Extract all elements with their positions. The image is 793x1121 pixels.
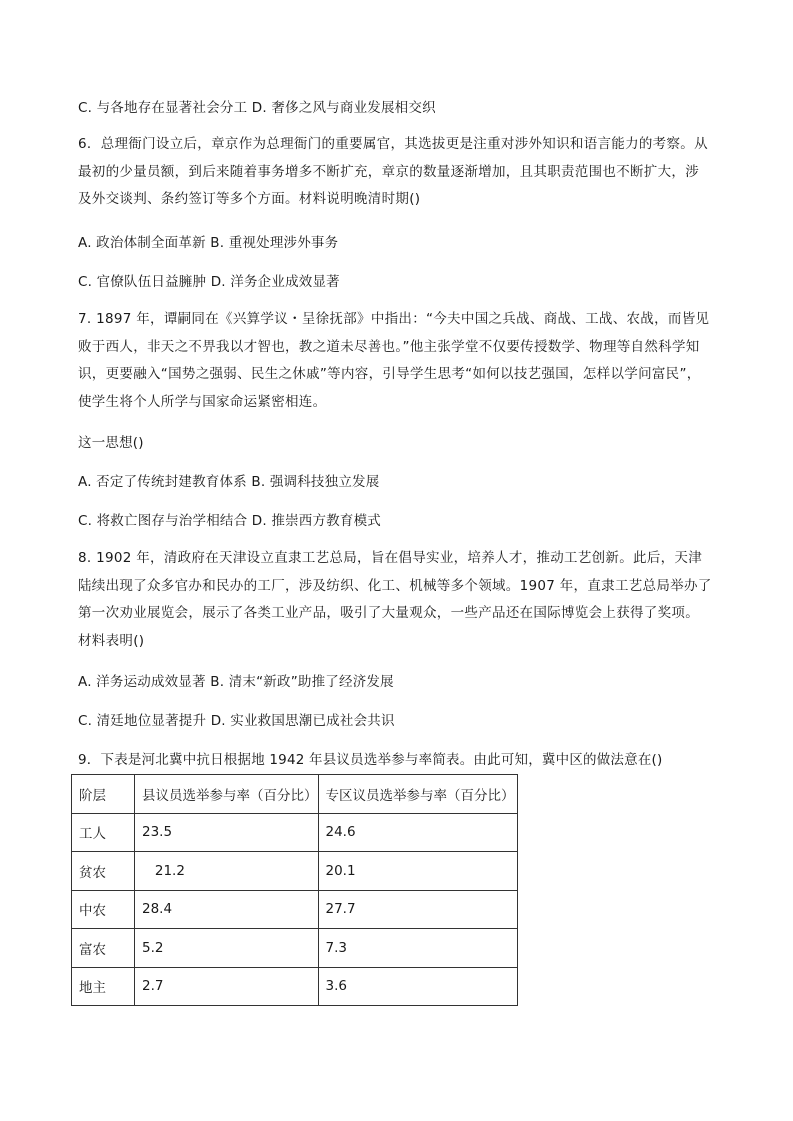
q8-option-ab: A. 洋务运动成效显著 B. 清末“新政”助推了经济发展: [78, 674, 394, 690]
table-cell: 地主: [72, 967, 135, 1006]
q8-stem: 8. 1902 年，清政府在天津设立直隶工艺总局，旨在倡导实业，培养人才，推动工艺创新。此后，天津陆续出现了众多官办和民办的工厂，涉及纺织、化工、机械等多个领域。1907 年，直隶工艺总局举办了第一次劝业展览会，展示了各类工业产品，吸引了大量观众，一些产品还在国际博览会上获得了奖项。材料表明(): [78, 550, 712, 649]
table-cell: 贫农: [72, 852, 135, 891]
table-cell: 7.3: [318, 929, 517, 968]
q5-option-cd: C. 与各地存在显著社会分工 D. 奢侈之风与商业发展相交织: [78, 100, 436, 116]
table-cell: 2.7: [135, 967, 319, 1006]
table-cell: 工人: [72, 813, 135, 852]
q6-option-ab: A. 政治体制全面革新 B. 重视处理涉外事务: [78, 235, 339, 251]
table-row: [72, 852, 518, 891]
q9-stem: 9．下表是河北冀中抗日根据地 1942 年县议员选举参与率简表。由此可知，冀中区的做法意在(): [78, 752, 663, 768]
table-header: 县议员选举参与率（百分比）: [135, 775, 319, 814]
table-cell: 24.6: [318, 813, 517, 852]
q7-option-ab: A. 否定了传统封建教育体系 B. 强调科技独立发展: [78, 474, 380, 490]
table-cell: 5.2: [135, 929, 319, 968]
q7-stem: 7. 1897 年，谭嗣同在《兴算学议・呈徐抚部》中指出：“今夫中国之兵战、商战、工战、农战，而皆见败于西人，非天之不畀我以才智也，教之道未尽善也。”他主张学堂不仅要传授数学、物理等自然科学知识，更要融入“国势之强弱、民生之休戚”等内容，引导学生思考“如何以技艺强国，怎样以学问富民”，使学生将个人所学与国家命运紧密相连。: [78, 311, 710, 410]
table-cell: 富农: [72, 929, 135, 968]
table-cell: 3.6: [318, 967, 517, 1006]
table-header: 阶层: [72, 775, 135, 814]
table-row: [72, 967, 518, 1006]
table-row: [72, 890, 518, 929]
table-cell: 20.1: [318, 852, 517, 891]
table-cell: 23.5: [135, 813, 319, 852]
table-row: [72, 813, 518, 852]
q6-option-cd: C. 官僚队伍日益臃肿 D. 洋务企业成效显著: [78, 274, 340, 290]
table-header-row: [72, 775, 518, 814]
table-cell: 27.7: [318, 890, 517, 929]
table-cell: 28.4: [135, 890, 319, 929]
q8-option-cd: C. 清廷地位显著提升 D. 实业救国思潮已成社会共识: [78, 713, 395, 729]
q7-stem-tail: 这一思想(): [78, 435, 144, 451]
participation-table: [71, 774, 518, 1006]
q6-stem: 6．总理衙门设立后，章京作为总理衙门的重要属官，其选拔更是注重对涉外知识和语言能力的考察。从最初的少量员额，到后来随着事务增多不断扩充，章京的数量逐渐增加，且其职责范围也不断扩大，涉及外交谈判、条约签订等多个方面。材料说明晚清时期(): [78, 136, 708, 208]
table-cell: 21.2: [135, 852, 319, 891]
table-row: [72, 929, 518, 968]
table-cell: 中农: [72, 890, 135, 929]
q7-option-cd: C. 将救亡图存与治学相结合 D. 推崇西方教育模式: [78, 513, 381, 529]
table-header: 专区议员选举参与率（百分比）: [318, 775, 517, 814]
